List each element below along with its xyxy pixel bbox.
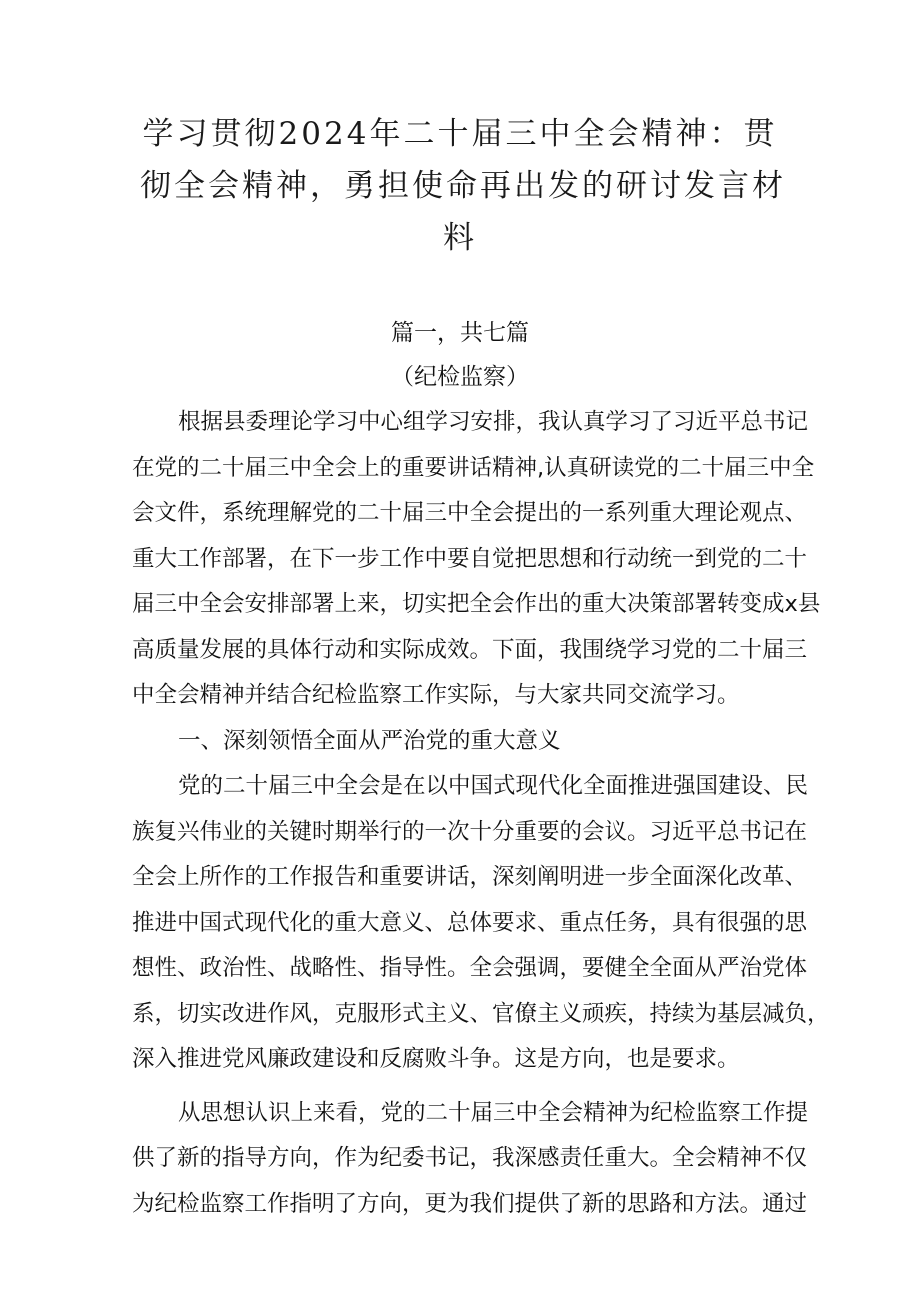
title-line-2: 彻全会精神，勇担使命再出发的研讨发言材 bbox=[140, 168, 786, 204]
section-heading: 一、深刻领悟全面从严治党的重大意义 bbox=[178, 727, 561, 754]
body-line: 全会上所作的工作报告和重要讲话，深刻阐明进一步全面深化改革、 bbox=[132, 864, 808, 890]
part-label: 篇一，共七篇 bbox=[391, 320, 529, 346]
body-line: 想性、政治性、战略性、指导性。全会强调，要健全全面从严治党体 bbox=[132, 955, 808, 981]
body-line: 高质量发展的具体行动和实际成效。下面，我围绕学习党的二十届三 bbox=[132, 636, 808, 663]
body-line: 届三中全会安排部署上来，切实把全会作出的重大决策部署转变成x县 bbox=[132, 591, 821, 617]
title-line-3: 料 bbox=[443, 220, 477, 256]
title-line-1: 学习贯彻2024年二十届三中全会精神：贯 bbox=[142, 116, 778, 152]
body-line: 在党的二十届三中全会上的重要讲话精神,认真研读党的二十届三中全 bbox=[132, 454, 815, 481]
body-line: 族复兴伟业的关键时期举行的一次十分重要的会议。习近平总书记在 bbox=[132, 818, 808, 845]
body-line: 为纪检监察工作指明了方向，更为我们提供了新的思路和方法。通过 bbox=[132, 1190, 808, 1217]
document-title bbox=[140, 108, 786, 264]
body-line: 根据县委理论学习中心组学习安排，我认真学习了习近平总书记 bbox=[178, 409, 809, 435]
body-line: 会文件，系统理解党的二十届三中全会提出的一系列重大理论观点、 bbox=[132, 500, 808, 526]
body-line: 深入推进党风廉政建设和反腐败斗争。这是方向，也是要求。 bbox=[132, 1046, 740, 1072]
body-line: 党的二十届三中全会是在以中国式现代化全面推进强国建设、民 bbox=[178, 773, 809, 799]
body-line: 从思想认识上来看，党的二十届三中全会精神为纪检监察工作提 bbox=[178, 1099, 809, 1126]
body-line: 系，切实改进作风，克服形式主义、官僚主义顽疾，持续为基层减负， bbox=[132, 1000, 830, 1027]
body-line: 推进中国式现代化的重大意义、总体要求、重点任务，具有很强的思 bbox=[132, 909, 808, 936]
body-line: 供了新的指导方向，作为纪委书记，我深感责任重大。全会精神不仅 bbox=[132, 1145, 808, 1171]
document-body bbox=[132, 400, 830, 1227]
body-line: 中全会精神并结合纪检监察工作实际，与大家共同交流学习。 bbox=[132, 682, 740, 708]
section-label: （纪检监察） bbox=[391, 364, 529, 390]
body-line: 重大工作部署，在下一步工作中要自觉把思想和行动统一到党的二十 bbox=[132, 545, 808, 572]
paragraph-gap bbox=[132, 1083, 802, 1091]
